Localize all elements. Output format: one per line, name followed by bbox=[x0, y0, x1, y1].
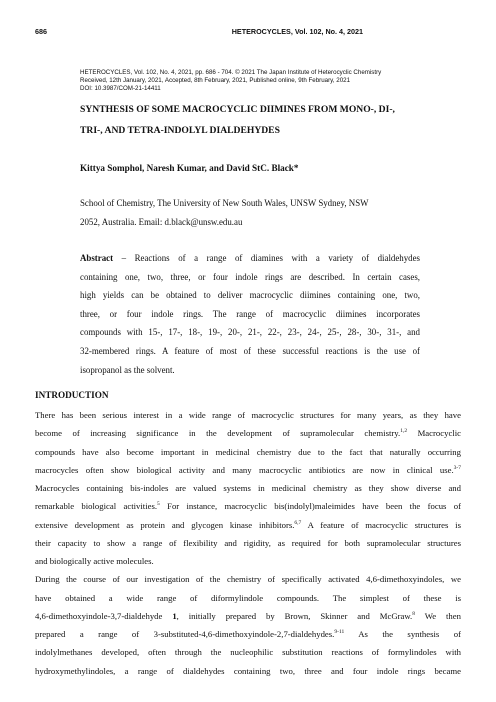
body-text: their capacity to show a range of flexibility and rigidity, as required for both supramolecular structures bbox=[35, 537, 461, 548]
compound-number: 1 bbox=[172, 610, 177, 621]
body-text: 4,6-dimethoxyindole-3,7-dialdehyde bbox=[35, 610, 173, 621]
body-line bbox=[35, 497, 461, 515]
body-line bbox=[35, 406, 461, 424]
body-line bbox=[35, 625, 461, 643]
body-text: extensive development as protein and glycogen kinase inhibitors. bbox=[35, 519, 295, 530]
title-line: TRI-, AND TETRA-INDOLYL DIALDEHYDES bbox=[80, 125, 280, 136]
body-text: prepared a range of 3-substituted-4,6-dimethoxyindole-2,7-dialdehydes. bbox=[35, 629, 335, 639]
abstract-line: 32-membered rings. A feature of most of these successful reactions is the use of bbox=[80, 345, 420, 356]
affiliation-line: School of Chemistry, The University of New South Wales, UNSW Sydney, NSW bbox=[80, 198, 369, 208]
citation-ref: 6,7 bbox=[294, 519, 302, 526]
abstract bbox=[80, 249, 420, 379]
body-line bbox=[35, 607, 461, 625]
abstract-line: isopropanol as the solvent. bbox=[80, 364, 175, 375]
body-text: For instance, macrocyclic bis(indolyl)maleimides have been the focus of bbox=[159, 501, 461, 512]
body-text: As the synthesis of bbox=[344, 629, 461, 639]
citation-ref: 1,2 bbox=[400, 428, 408, 435]
article-meta bbox=[80, 69, 460, 94]
body-line bbox=[35, 443, 461, 461]
body-text: indolylmethanes developed, often through the nucleophilic substitution reactions of formylindoles with bbox=[35, 647, 461, 658]
authors: Kittya Somphol, Naresh Kumar, and David StC. Black* bbox=[80, 163, 299, 173]
affiliation bbox=[80, 194, 425, 231]
body-text: become of increasing significance in the development of supramolecular chemistry. bbox=[35, 428, 401, 439]
body-text: Macrocycles containing bis-indoles are valued systems in medicinal chemistry as they show diverse and bbox=[35, 483, 461, 493]
body-line bbox=[35, 589, 461, 607]
body-text: Macrocyclic bbox=[407, 428, 461, 439]
body-line bbox=[35, 662, 461, 680]
body-text: During the course of our investigation of the chemistry of specifically activated 4,6-dimethoxyindoles, we bbox=[35, 574, 461, 585]
abstract-line: high yields can be obtained to deliver macrocyclic diimines containing one, two, bbox=[80, 290, 420, 301]
body-text: have obtained a wide range of diformylindole compounds. The simplest of these is bbox=[35, 592, 461, 603]
body-line bbox=[35, 570, 461, 588]
citation-ref: 9-11 bbox=[334, 629, 345, 635]
body-line bbox=[35, 534, 461, 552]
abstract-line: Abstract – Reactions of a range of diamines with a variety of dialdehydes bbox=[80, 253, 420, 263]
body-text: A feature of macrocyclic structures is bbox=[301, 519, 461, 530]
article-title bbox=[80, 99, 440, 141]
body-text: remarkable biological activities. bbox=[35, 501, 158, 512]
doi-line: DOI: 10.3987/COM-21-14411 bbox=[80, 85, 161, 93]
received-line: Received, 12th January, 2021, Accepted, 8th February, 2021, Published online, 9th February, 2021 bbox=[80, 77, 351, 85]
abstract-label: Abstract bbox=[80, 253, 114, 263]
journal-header: HETEROCYCLES, Vol. 102, No. 4, 2021 bbox=[231, 27, 363, 36]
body-line bbox=[35, 643, 461, 661]
abstract-line: three, or four indole rings. The range of macrocyclic diimines incorporates bbox=[80, 308, 420, 319]
affiliation-line: 2052, Australia. Email: d.black@unsw.edu.au bbox=[80, 216, 243, 227]
body-text: We then bbox=[414, 610, 461, 621]
abstract-line: containing one, two, three, or four indole rings are described. In certain cases, bbox=[80, 271, 420, 282]
section-heading: INTRODUCTION bbox=[35, 390, 109, 400]
citation-ref: 5 bbox=[157, 501, 160, 508]
body-line bbox=[35, 461, 461, 479]
citation-ref: 3-7 bbox=[453, 464, 461, 471]
body-line bbox=[35, 516, 461, 534]
body-line bbox=[35, 424, 461, 442]
introduction-body bbox=[35, 406, 461, 680]
body-text: macrocycles often show biological activity and many macrocyclic antibiotics are now in clinical use. bbox=[35, 464, 454, 475]
title-line: SYNTHESIS OF SOME MACROCYCLIC DIIMINES FROM MONO-, DI-, bbox=[80, 104, 395, 115]
body-text: hydroxymethylindoles, a range of dialdehydes containing two, three and four indole rings became bbox=[35, 665, 461, 676]
citation-ref: 8 bbox=[412, 610, 415, 617]
abstract-line: compounds with 15-, 17-, 18-, 19-, 20-, 21-, 22-, 23-, 24-, 25-, 28-, 30-, 31-, and bbox=[80, 327, 420, 338]
body-text: , initially prepared by Brown, Skinner and McGraw. bbox=[176, 610, 413, 621]
body-text: and biologically active molecules. bbox=[35, 556, 154, 566]
body-line bbox=[35, 479, 461, 497]
body-text: There has been serious interest in a wide range of macrocyclic structures for many years, as they have bbox=[35, 410, 461, 420]
page-number: 686 bbox=[35, 27, 47, 36]
citation-line: HETEROCYCLES, Vol. 102, No. 4, 2021, pp. 686 - 704. © 2021 The Japan Institute of Heterocyclic Chemistry bbox=[80, 69, 382, 76]
body-text: compounds have also become important in medicinal chemistry due to the fact that naturally occurring bbox=[35, 446, 461, 457]
body-line bbox=[35, 552, 461, 570]
